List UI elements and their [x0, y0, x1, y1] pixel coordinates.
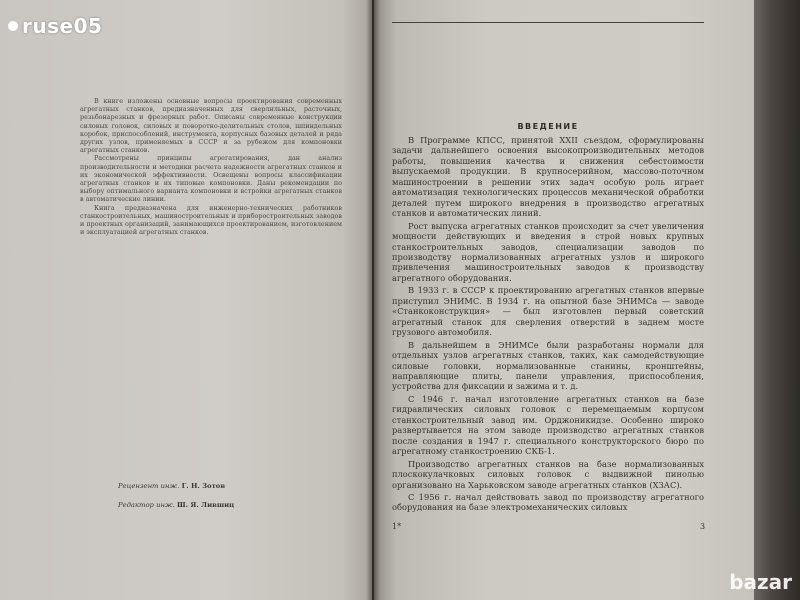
corner-logo: bazar — [729, 570, 792, 594]
editor-credit — [118, 501, 328, 509]
introduction-text — [392, 135, 704, 515]
body-paragraph: С 1946 г. начал изготовление агрегатных станков на базе гидравлических силовых головок с перемещаемым корпусом станкостроительный завод им. Орджоникидзе. Особенно широко развертывается на этом заводе производство агрегатных станков после создания в 1947 г. специального конструкторского бюро по агрегатному станкостроению СКБ-1. — [392, 393, 704, 457]
sheet-signature: 1* — [392, 522, 402, 531]
body-paragraph: В 1933 г. в СССР к проектированию агрегатных станков впервые приступил ЭНИМС. В 1934 г. на опытной базе ЭНИМСа — заводе «Станкоконструкция» — был изготовлен первый советский агрегатный станок для сверления отверстий в заднем мосте грузового автомобиля. — [392, 285, 704, 338]
book-cover-edge — [754, 0, 800, 600]
reviewer-label: Рецензент инж. — [118, 482, 180, 490]
annotation-paragraph: Рассмотрены принципы агрегатирования, дан анализ производительности и методики расчета надежности агрегатных станков и их экономической эффективности. Освещены вопросы классификации агрегатных станков и их типовые компоновки. Даны рекомендации по выбору оптимального варианта компоновки и встройки агрегатных станков в автоматические линии. — [80, 154, 342, 204]
body-paragraph: Рост выпуска агрегатных станков происходит за счет увеличения мощности действующих и введения в строй новых крупных станкостроительных заводов, специализации заводов по производству нормализованных агрегатных узлов и широкого привлечения машиностроительных заводов к производству агрегатного оборудования. — [392, 220, 704, 283]
reviewer-name: Г. Н. Зотов — [181, 482, 226, 490]
body-paragraph: В Программе КПСС, принятой XXII съездом, сформулированы задачи дальнейшего освоения высокопроизводительных методов работы, повышения качества и снижения себестоимости выпускаемой продукции. В крупносерийном, массово-поточном машиностроении в решении этих задач особую роль играет автоматизация технологических процессов механической обработки деталей путем широкого внедрения в производство агрегатных станков и автоматических линий. — [392, 135, 704, 219]
body-paragraph: В дальнейшем в ЭНИМСе были разработаны нормали для отдельных узлов агрегатных станков, таких, как самодействующие силовые головки, нормализованные станины, кронштейны, направляющие плиты, панели управления, приспособления, устройства для фиксации и зажима и т. д. — [392, 339, 704, 392]
book-gutter — [366, 0, 380, 600]
book-annotation — [80, 97, 342, 236]
top-rule — [392, 22, 704, 23]
chapter-heading: ВВЕДЕНИЕ — [517, 122, 579, 131]
watermark-dot-icon — [8, 21, 18, 31]
editor-label: Редактор инж. — [118, 501, 175, 509]
editor-name: Ш. Я. Лившиц — [176, 501, 235, 509]
reviewer-credit — [118, 482, 328, 490]
watermark-text: ruse05 — [22, 14, 103, 38]
page-number: 3 — [700, 522, 706, 531]
annotation-paragraph: Книга предназначена для инженерно-технических работников станкостроительных, машиностроительных и приборостроительных заводов и проектных организаций, занимающихся проектированием, изготовлением и эксплуатацией агрегатных станков. — [80, 203, 342, 237]
body-paragraph: С 1956 г. начал действовать завод по производству агрегатного оборудования на базе электромеханических силовых — [392, 491, 704, 513]
watermark — [8, 14, 102, 38]
body-paragraph: Производство агрегатных станков на базе нормализованных плоскокулачковых силовых головок с выдвижной пинолью организовано на Харьковском заводе агрегатных станков (ХЗАС). — [392, 458, 704, 490]
left-page — [0, 0, 372, 600]
annotation-paragraph: В книге изложены основные вопросы проектирования современных агрегатных станков, предназначенных для сверлильных, расточных, резьбонарезных и фрезерных работ. Описаны современные конструкции силовых головок, силовых и поворотно-делительных столов, шпиндельных коробок, приспособлений, инструмента, корпусных базовых деталей и ряда других узлов, применяемых в СССР и за рубежом для компоновки агрегатных станков. — [80, 97, 342, 155]
